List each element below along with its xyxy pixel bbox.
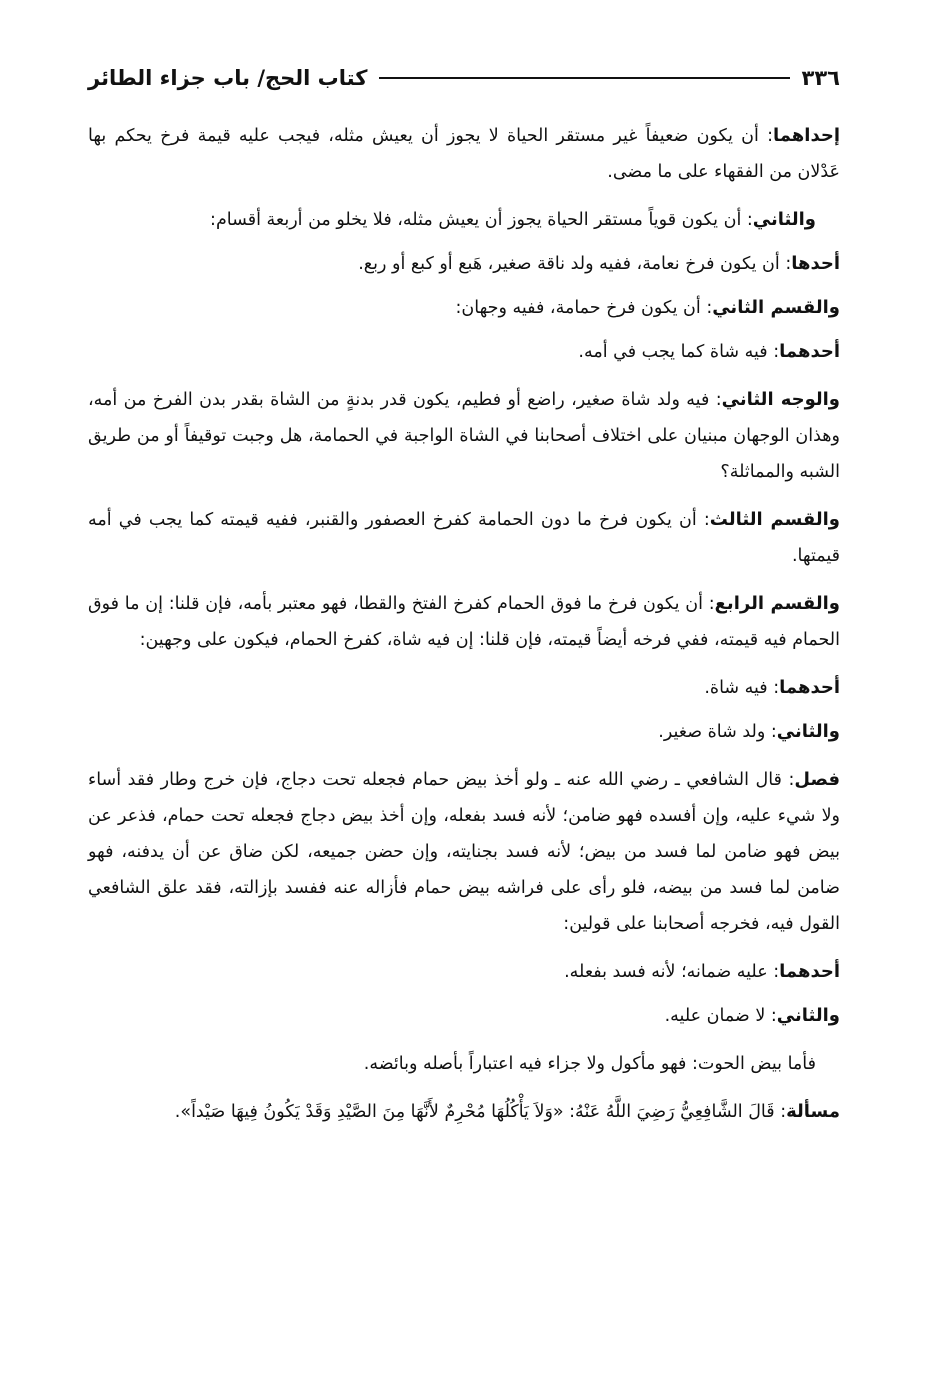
paragraph-text: : فيه ولد شاة صغير، راضع أو فطيم، يكون قدر بدنةٍ من الشاة بقدر بدن الفرخ من أمه، وهذان الوجهان مبنيان على اختلاف أصحابنا في الشاة الواجبة في الحمامة، هل وجبت توقيفاً أو من طريق الشبه والمماثلة؟ [88,390,840,482]
paragraph-label: والثاني [776,721,840,742]
paragraph-label: فصل [794,769,840,790]
paragraph-14 [88,1046,840,1082]
paragraph-4 [88,290,840,326]
paragraph-5 [88,334,840,370]
paragraph-7 [88,502,840,574]
paragraph-8 [88,586,840,658]
running-title: كتاب الحج/ باب جزاء الطائر [88,66,368,90]
paragraph-text: : قال الشافعي ـ رضي الله عنه ـ ولو أخذ بيض حمام فجعله تحت دجاج، فإن خرج وطار فقد أساء ولا شيء عليه، وإن أفسده فهو ضامن؛ لأنه فسد بفعله، وإن أخذ بيض دجاج فجعله تحت حمام، فذعر عن بيض فهو ضامن لما فسد من بيض؛ لأنه فسد بجنايته، وإن حضن جميعه، لكن ضاق عن أن يدفنه، فهو ضامن لما فسد من بيضه، فلو رأى على فراشه بيض حمام فأزاله عنه ففسد بإزالته، فقد علق الشافعي القول فيه، فخرجه أصحابنا على قولين: [88,770,840,934]
page-body [88,118,840,1142]
paragraph-label: أحدهما [779,961,840,982]
paragraph-label: إحداهما [772,125,840,146]
paragraph-text: : أن يكون فرخ نعامة، ففيه ولد ناقة صغير، هَبع أو كبع أو ربع. [358,254,792,274]
paragraph-11 [88,762,840,942]
paragraph-text: : لا ضمان عليه. [664,1006,777,1026]
paragraph-12 [88,954,840,990]
paragraph-text: : أن يكون قوياً مستقر الحياة يجوز أن يعيش مثله، فلا يخلو من أربعة أقسام: [210,210,753,230]
paragraph-label: والقسم الرابع [714,593,840,614]
paragraph-text: فأما بيض الحوت: فهو مأكول ولا جزاء فيه اعتباراً بأصله وبائضه. [363,1054,816,1074]
paragraph-label: والقسم الثالث [709,509,840,530]
paragraph-6 [88,382,840,490]
paragraph-label: أحدهما [779,341,840,362]
paragraph-text: : أن يكون فرخ حمامة، ففيه وجهان: [455,298,713,318]
paragraph-2 [88,202,840,238]
paragraph-3 [88,246,840,282]
paragraph-label: والقسم الثاني [712,297,840,318]
paragraph-text: : أن يكون ضعيفاً غير مستقر الحياة لا يجوز أن يعيش مثله، فيجب عليه قيمة فرخ يحكم بها عَدْلان من الفقهاء على ما مضى. [88,126,840,182]
paragraph-1 [88,118,840,190]
paragraph-label: والثاني [776,1005,840,1026]
paragraph-13 [88,998,840,1034]
paragraph-label: والوجه الثاني [721,389,840,410]
header-rule [379,77,789,79]
paragraph-9 [88,670,840,706]
paragraph-label: مسألة [786,1101,840,1122]
paragraph-text: : عليه ضمانه؛ لأنه فسد بفعله. [564,962,780,982]
paragraph-label: أحدهما [779,677,840,698]
paragraph-15 [88,1094,840,1130]
paragraph-10 [88,714,840,750]
paragraph-label: والثاني [752,209,816,230]
paragraph-text: : قَالَ الشَّافِعِيُّ رَضِيَ اللَّهُ عَنْهُ: «وَلاَ يَأْكُلُهَا مُحْرِمٌ لأَنَّهَا مِنَ الصَّيْدِ وَقَدْ يَكُونُ فِيهَا صَيْداً». [174,1102,787,1122]
paragraph-text: : أن يكون فرخ ما فوق الحمام كفرخ الفتخ والقطا، فهو معتبر بأمه، فإن قلنا: إن ما فوق الحمام فيه قيمته، ففي فرخه أيضاً قيمته، فإن قلنا: إن فيه شاة، كفرخ الحمام، فيكون على وجهين: [88,594,840,650]
paragraph-text: : فيه شاة كما يجب في أمه. [578,342,780,362]
page-header [88,58,840,98]
paragraph-text: : ولد شاة صغير. [658,722,777,742]
paragraph-label: أحدها [791,253,840,274]
paragraph-text: : أن يكون فرخ ما دون الحمامة كفرخ العصفور والقنبر، ففيه قيمته كما يجب في أمه قيمتها. [88,510,840,566]
page-number: ٣٣٦ [801,66,840,90]
paragraph-text: : فيه شاة. [704,678,780,698]
